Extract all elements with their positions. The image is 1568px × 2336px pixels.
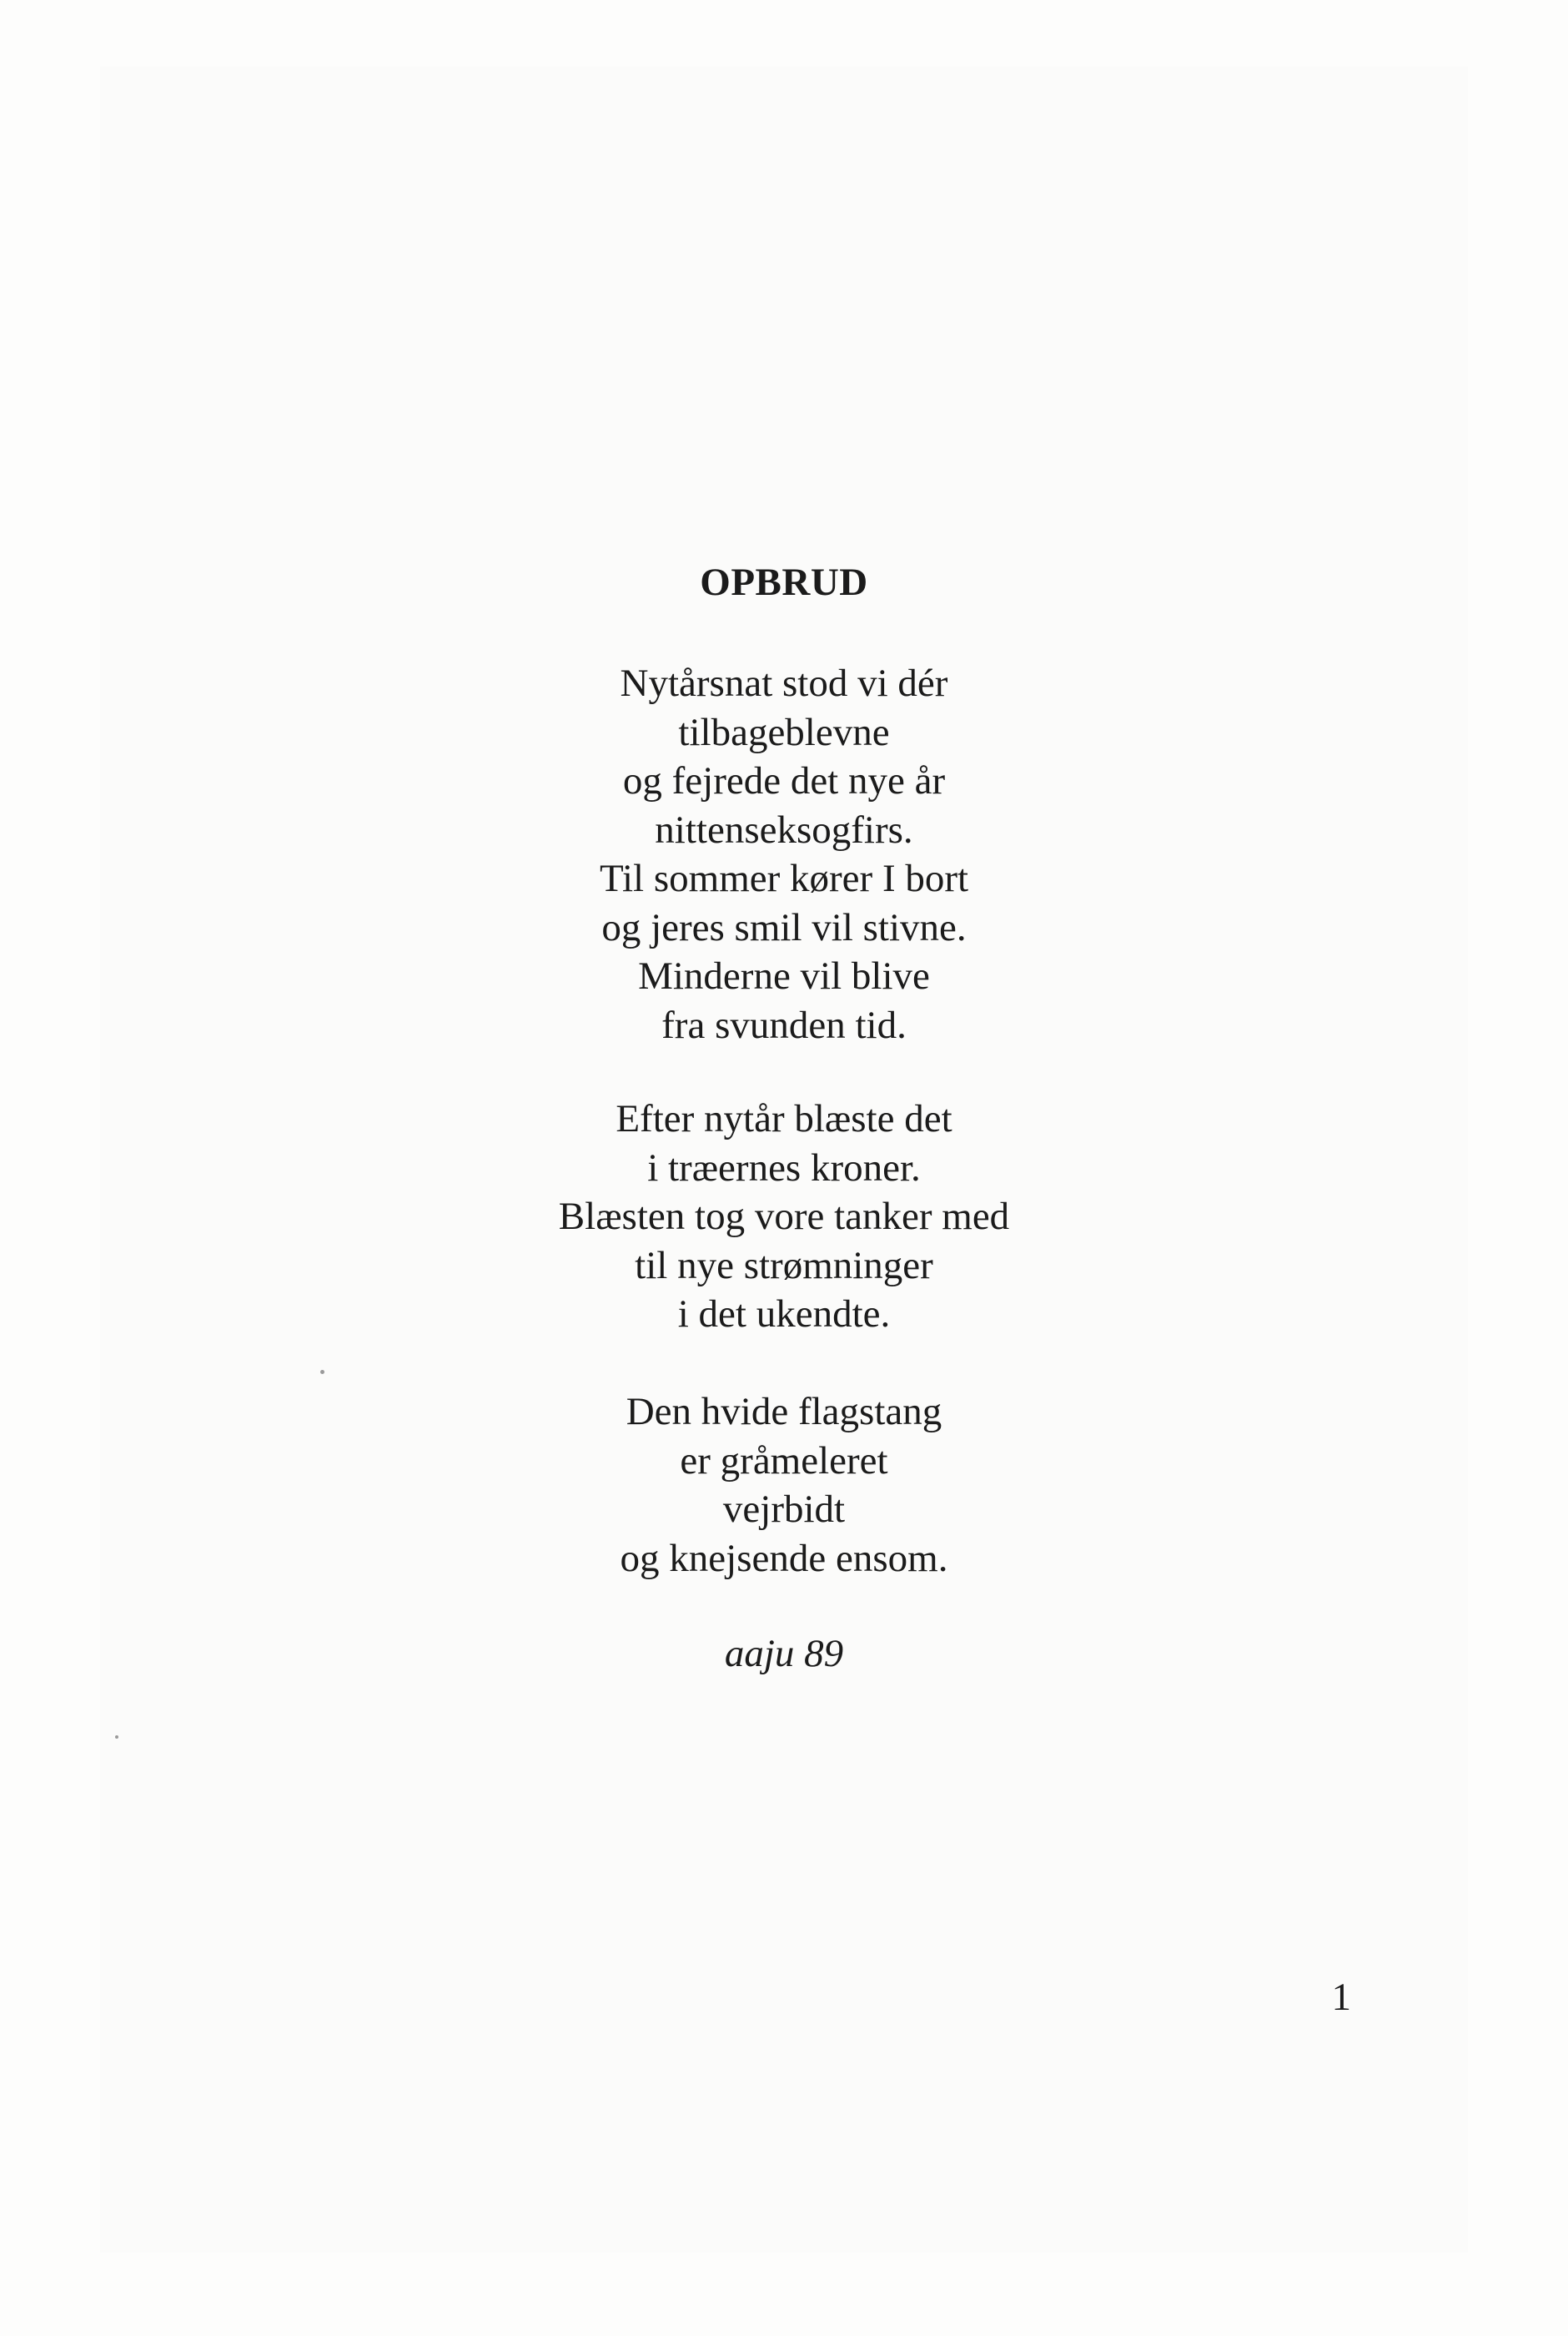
page-number: 1 [1331,1976,1351,2019]
poem-line: Den hvide flagstang [626,1390,942,1433]
poem-title: OPBRUD [700,561,868,604]
stanza-3 [0,1387,1568,1583]
poem-line: til nye strømninger [635,1243,933,1287]
poem-line: nittenseksogfirs. [655,808,913,852]
poem-line: vejrbidt [722,1488,846,1531]
poem-line: tilbageblevne [678,710,890,754]
poem-line: i det ukendte. [677,1292,891,1336]
stanza-2 [0,1095,1568,1339]
author-signature: aaju 89 [724,1632,844,1675]
poem-line: Til sommer kører I bort [599,857,969,900]
poem-line: og knejsende ensom. [620,1536,948,1580]
poem-line: Blæsten tog vore tanker med [558,1195,1010,1238]
poem-line: i træernes kroner. [647,1145,921,1190]
poem-line: og fejrede det nye år [622,759,946,803]
poem-line: er gråmeleret [680,1438,888,1483]
print-speck [115,1735,118,1739]
stanza-1 [0,659,1568,1050]
poem-line: og jeres smil vil stivne. [601,905,967,949]
poem-line: Efter nytår blæste det [616,1097,952,1140]
poem-line: fra svunden tid. [661,1003,907,1047]
print-speck [320,1370,324,1374]
poem-line: Minderne vil blive [638,954,930,998]
poem-line: Nytårsnat stod vi dér [620,662,948,705]
